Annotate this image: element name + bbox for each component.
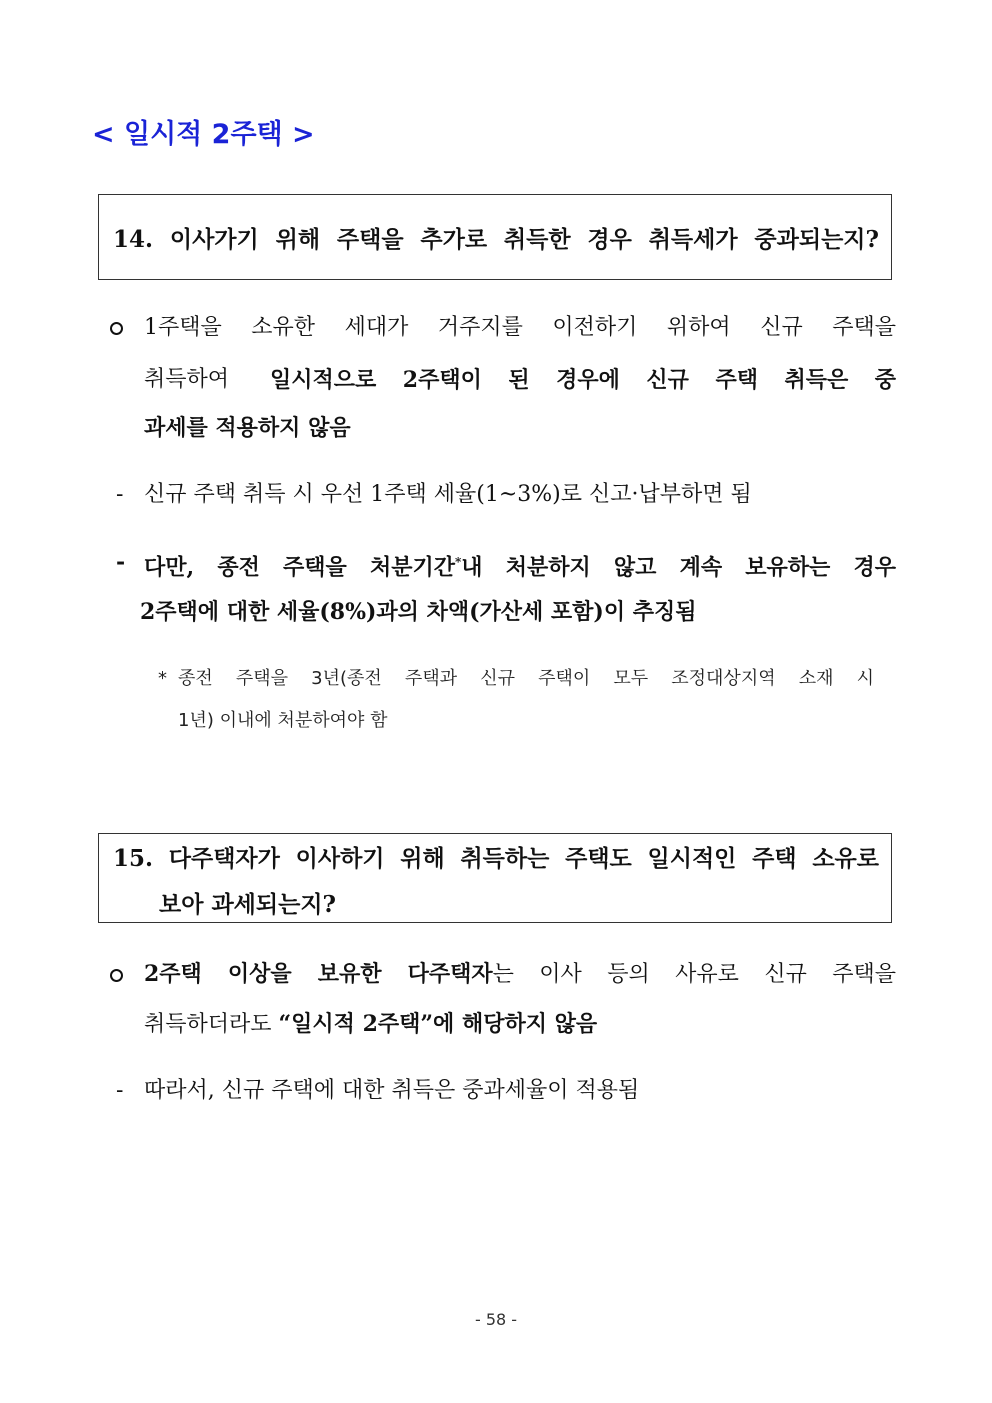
q15-answer-rest: 는 이사 등의 사유로 신규 주택을: [492, 962, 897, 987]
question-15-number: 15.: [113, 845, 154, 872]
note-marker: *: [158, 668, 167, 689]
q14-dash-2-line-1: [144, 547, 896, 582]
footnote-marker: *: [455, 555, 462, 569]
q15-answer-plain: 취득하더라도: [144, 1012, 272, 1037]
q14-note-line-2: 1년) 이내에 처분하여야 함: [178, 710, 388, 731]
q14-answer-line-2: [144, 365, 896, 395]
page-number: - 58 -: [474, 1310, 518, 1329]
q14-answer-line-3: 과세를 적용하지 않음: [144, 415, 351, 441]
circle-bullet-icon: [110, 322, 123, 335]
q14-answer-bold: 일시적으로 2주택이 된 경우에 신규 주택 취득은 중: [270, 367, 896, 393]
question-14-box: [98, 194, 892, 280]
question-15-label: 다주택자가 이사하기 위해 취득하는 주택도 일시적인 주택 소유로: [168, 845, 879, 872]
question-14-number: 14.: [113, 226, 154, 253]
q14-answer-line-1: 1주택을 소유한 세대가 거주지를 이전하기 위하여 신규 주택을: [144, 315, 896, 340]
q14-dash-2-part-b: 내 처분하지 않고 계속 보유하는 경우: [461, 554, 896, 581]
question-15-line-2: 보아 과세되는지?: [159, 891, 337, 918]
question-15-line-1: [113, 840, 879, 873]
q14-dash-1: 신규 주택 취득 시 우선 1주택 세율(1~3%)로 신고·납부하면 됨: [144, 482, 752, 507]
q15-dash-1: 따라서, 신규 주택에 대한 취득은 중과세율이 적용됨: [144, 1078, 640, 1103]
q14-dash-2-part-a: 다만, 종전 주택을 처분기간: [144, 554, 455, 581]
dash-bullet-icon: -: [116, 1078, 124, 1103]
q15-answer-line-1: [144, 959, 896, 990]
q14-answer-plain: 취득하여: [144, 367, 230, 392]
question-14-label: 이사가기 위해 주택을 추가로 취득한 경우 취득세가 중과되는지?: [169, 226, 879, 253]
q15-answer-bold-2: “일시적 2주택”에 해당하지 않음: [278, 1011, 598, 1037]
q14-dash-2-line-2: 2주택에 대한 세율(8%)과의 차액(가산세 포함)이 추징됨: [140, 599, 697, 625]
q15-answer-line-2: [144, 1009, 597, 1040]
question-14-text: [113, 221, 879, 254]
q14-note-line-1: 종전 주택을 3년(종전 주택과 신규 주택이 모두 조정대상지역 소재 시: [178, 668, 874, 689]
dash-bullet-icon: -: [116, 482, 124, 507]
dash-bullet-icon: -: [116, 549, 126, 575]
q15-answer-bold: 2주택 이상을 보유한 다주택자: [144, 961, 493, 987]
section-title: < 일시적 2주택 >: [92, 119, 315, 150]
question-15-box: [98, 833, 892, 923]
circle-bullet-icon: [110, 969, 123, 982]
